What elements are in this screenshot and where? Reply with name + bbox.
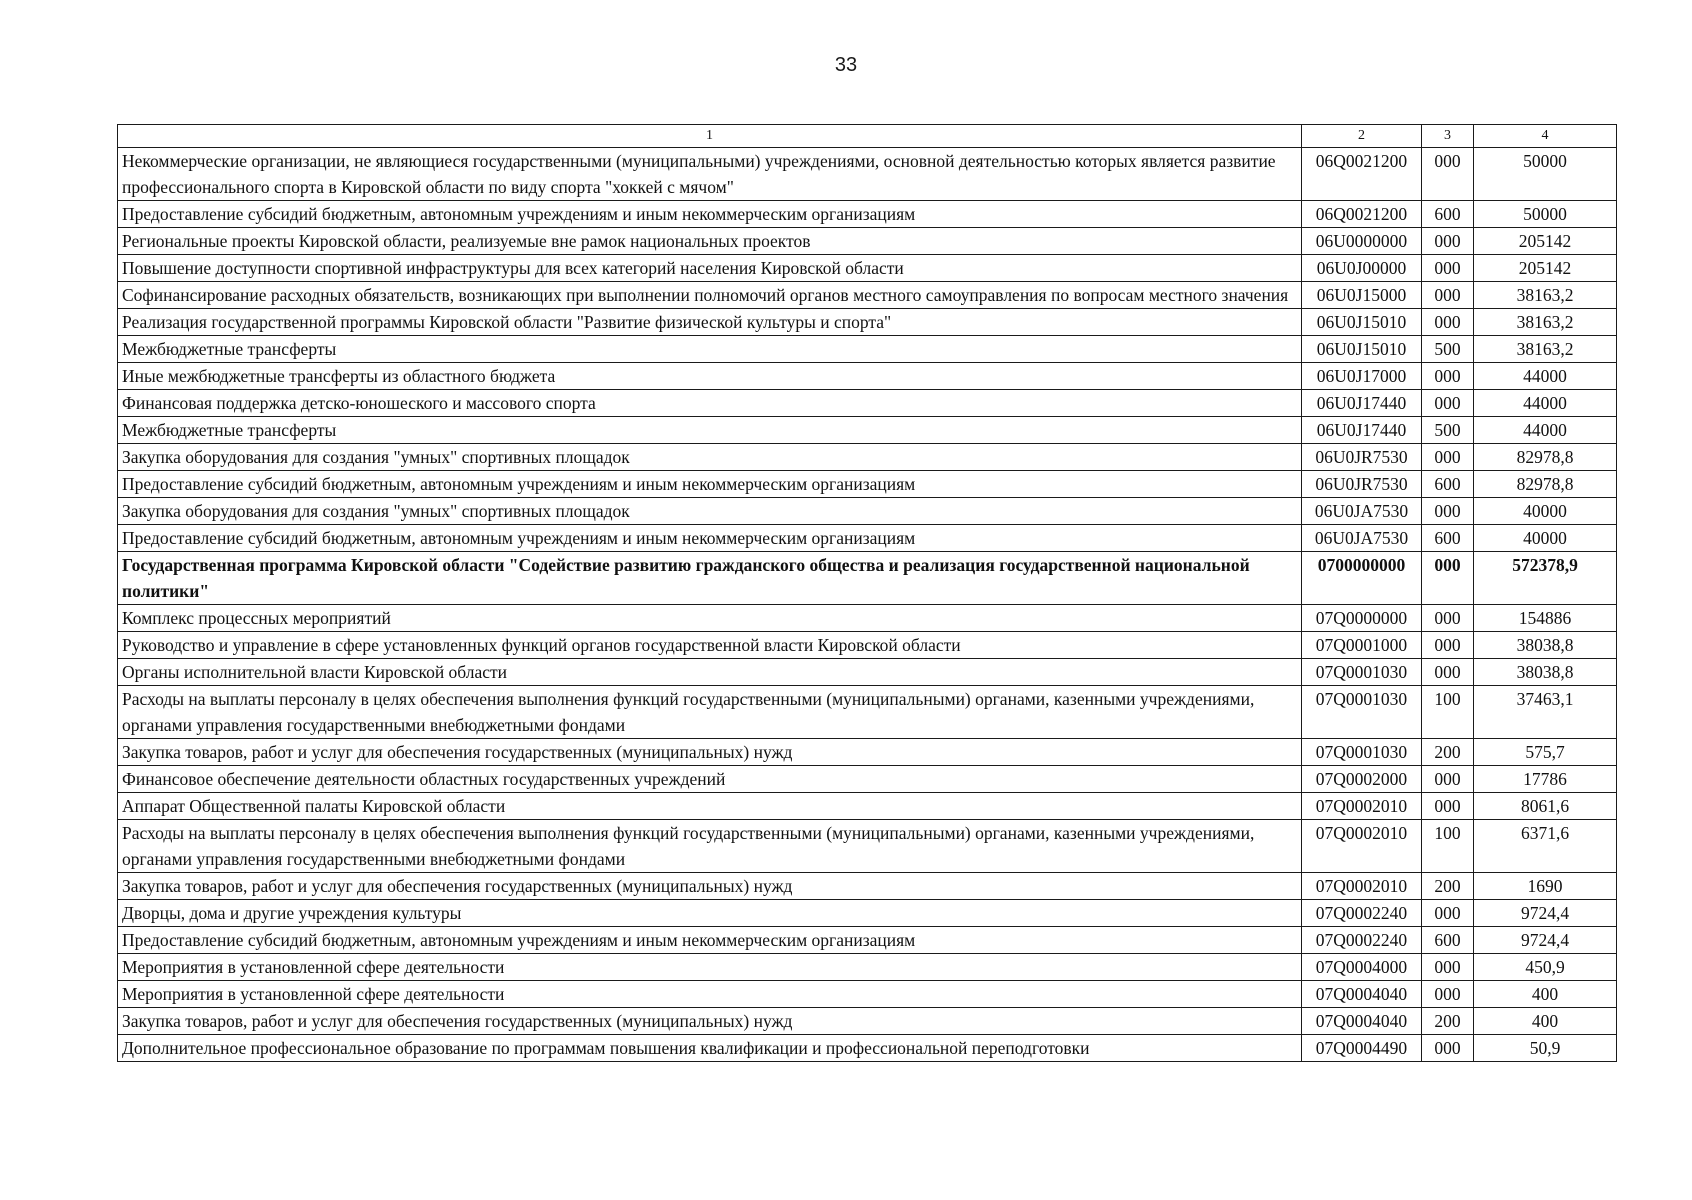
row-code-cell: 06U0J15000 bbox=[1302, 282, 1422, 309]
row-code-cell: 07Q0000000 bbox=[1302, 605, 1422, 632]
table-row bbox=[118, 793, 1617, 820]
row-expense-type-cell: 000 bbox=[1422, 659, 1474, 686]
row-amount-cell: 6371,6 bbox=[1474, 820, 1617, 873]
header-col-4: 4 bbox=[1474, 125, 1617, 148]
row-expense-type-cell: 000 bbox=[1422, 309, 1474, 336]
row-code-cell: 06U0JR7530 bbox=[1302, 444, 1422, 471]
table-row bbox=[118, 336, 1617, 363]
row-code-cell: 07Q0004040 bbox=[1302, 981, 1422, 1008]
table-row bbox=[118, 282, 1617, 309]
row-name-cell: Закупка товаров, работ и услуг для обеспечения государственных (муниципальных) нужд bbox=[118, 873, 1302, 900]
row-amount-cell: 205142 bbox=[1474, 228, 1617, 255]
row-expense-type-cell: 000 bbox=[1422, 605, 1474, 632]
row-expense-type-cell: 600 bbox=[1422, 201, 1474, 228]
row-amount-cell: 400 bbox=[1474, 1008, 1617, 1035]
row-code-cell: 07Q0002010 bbox=[1302, 793, 1422, 820]
row-amount-cell: 17786 bbox=[1474, 766, 1617, 793]
row-amount-cell: 38038,8 bbox=[1474, 632, 1617, 659]
row-name-cell: Дополнительное профессиональное образование по программам повышения квалификации и профессиональной переподготовки bbox=[118, 1035, 1302, 1062]
row-code-cell: 07Q0002240 bbox=[1302, 900, 1422, 927]
row-name-cell: Финансовое обеспечение деятельности областных государственных учреждений bbox=[118, 766, 1302, 793]
row-amount-cell: 575,7 bbox=[1474, 739, 1617, 766]
row-code-cell: 06U0JR7530 bbox=[1302, 471, 1422, 498]
row-amount-cell: 44000 bbox=[1474, 390, 1617, 417]
table-row bbox=[118, 605, 1617, 632]
row-amount-cell: 38163,2 bbox=[1474, 282, 1617, 309]
header-col-1: 1 bbox=[118, 125, 1302, 148]
table-row bbox=[118, 766, 1617, 793]
row-expense-type-cell: 000 bbox=[1422, 1035, 1474, 1062]
row-name-cell: Комплекс процессных мероприятий bbox=[118, 605, 1302, 632]
row-code-cell: 07Q0002240 bbox=[1302, 927, 1422, 954]
row-name-cell: Повышение доступности спортивной инфраструктуры для всех категорий населения Кировской области bbox=[118, 255, 1302, 282]
row-amount-cell: 450,9 bbox=[1474, 954, 1617, 981]
table-row bbox=[118, 927, 1617, 954]
row-name-cell: Руководство и управление в сфере установленных функций органов государственной власти Кировской области bbox=[118, 632, 1302, 659]
table-row bbox=[118, 873, 1617, 900]
row-code-cell: 07Q0001030 bbox=[1302, 739, 1422, 766]
row-expense-type-cell: 500 bbox=[1422, 336, 1474, 363]
row-name-cell: Предоставление субсидий бюджетным, автономным учреждениям и иным некоммерческим организациям bbox=[118, 201, 1302, 228]
row-amount-cell: 44000 bbox=[1474, 417, 1617, 444]
row-name-cell: Мероприятия в установленной сфере деятельности bbox=[118, 981, 1302, 1008]
table-row bbox=[118, 363, 1617, 390]
table-row bbox=[118, 228, 1617, 255]
table-row bbox=[118, 255, 1617, 282]
row-expense-type-cell: 100 bbox=[1422, 686, 1474, 739]
row-expense-type-cell: 000 bbox=[1422, 900, 1474, 927]
row-amount-cell: 9724,4 bbox=[1474, 927, 1617, 954]
row-expense-type-cell: 500 bbox=[1422, 417, 1474, 444]
table-row bbox=[118, 981, 1617, 1008]
row-name-cell: Органы исполнительной власти Кировской области bbox=[118, 659, 1302, 686]
row-amount-cell: 572378,9 bbox=[1474, 552, 1617, 605]
table-row bbox=[118, 739, 1617, 766]
row-name-cell: Дворцы, дома и другие учреждения культуры bbox=[118, 900, 1302, 927]
row-expense-type-cell: 000 bbox=[1422, 954, 1474, 981]
row-amount-cell: 8061,6 bbox=[1474, 793, 1617, 820]
row-code-cell: 06Q0021200 bbox=[1302, 148, 1422, 201]
row-name-cell: Некоммерческие организации, не являющиеся государственными (муниципальными) учреждениями, основной деятельностью которых является развитие профессионального спорта в Кировской области по виду спорта "хоккей с мячом" bbox=[118, 148, 1302, 201]
row-name-cell: Иные межбюджетные трансферты из областного бюджета bbox=[118, 363, 1302, 390]
row-expense-type-cell: 200 bbox=[1422, 1008, 1474, 1035]
table-row bbox=[118, 1035, 1617, 1062]
row-code-cell: 06U0J15010 bbox=[1302, 309, 1422, 336]
row-name-cell: Предоставление субсидий бюджетным, автономным учреждениям и иным некоммерческим организациям bbox=[118, 471, 1302, 498]
row-expense-type-cell: 100 bbox=[1422, 820, 1474, 873]
row-expense-type-cell: 600 bbox=[1422, 471, 1474, 498]
row-amount-cell: 50000 bbox=[1474, 148, 1617, 201]
row-amount-cell: 38163,2 bbox=[1474, 336, 1617, 363]
table-row bbox=[118, 148, 1617, 201]
row-amount-cell: 40000 bbox=[1474, 525, 1617, 552]
table-row bbox=[118, 820, 1617, 873]
table-row bbox=[118, 1008, 1617, 1035]
table-row bbox=[118, 632, 1617, 659]
table-row bbox=[118, 390, 1617, 417]
row-name-cell: Региональные проекты Кировской области, реализуемые вне рамок национальных проектов bbox=[118, 228, 1302, 255]
row-code-cell: 06U0JA7530 bbox=[1302, 498, 1422, 525]
table-row bbox=[118, 659, 1617, 686]
table-row bbox=[118, 552, 1617, 605]
row-expense-type-cell: 000 bbox=[1422, 148, 1474, 201]
row-expense-type-cell: 000 bbox=[1422, 981, 1474, 1008]
row-expense-type-cell: 000 bbox=[1422, 255, 1474, 282]
row-amount-cell: 40000 bbox=[1474, 498, 1617, 525]
row-code-cell: 07Q0004040 bbox=[1302, 1008, 1422, 1035]
row-amount-cell: 50000 bbox=[1474, 201, 1617, 228]
row-name-cell: Межбюджетные трансферты bbox=[118, 336, 1302, 363]
row-code-cell: 07Q0004000 bbox=[1302, 954, 1422, 981]
table-row bbox=[118, 471, 1617, 498]
row-code-cell: 07Q0002000 bbox=[1302, 766, 1422, 793]
row-amount-cell: 154886 bbox=[1474, 605, 1617, 632]
table-row bbox=[118, 954, 1617, 981]
row-code-cell: 06U0J17440 bbox=[1302, 390, 1422, 417]
row-code-cell: 07Q0001000 bbox=[1302, 632, 1422, 659]
row-name-cell: Закупка товаров, работ и услуг для обеспечения государственных (муниципальных) нужд bbox=[118, 739, 1302, 766]
row-code-cell: 06U0J15010 bbox=[1302, 336, 1422, 363]
row-name-cell: Расходы на выплаты персоналу в целях обеспечения выполнения функций государственными (муниципальными) органами, казенными учреждениями, органами управления государственными внебюджетными фондами bbox=[118, 820, 1302, 873]
row-code-cell: 06U0J17440 bbox=[1302, 417, 1422, 444]
row-code-cell: 06U0000000 bbox=[1302, 228, 1422, 255]
row-expense-type-cell: 000 bbox=[1422, 552, 1474, 605]
header-col-2: 2 bbox=[1302, 125, 1422, 148]
row-expense-type-cell: 000 bbox=[1422, 444, 1474, 471]
row-amount-cell: 38163,2 bbox=[1474, 309, 1617, 336]
row-expense-type-cell: 200 bbox=[1422, 873, 1474, 900]
row-amount-cell: 82978,8 bbox=[1474, 471, 1617, 498]
table-body bbox=[118, 148, 1617, 1062]
row-amount-cell: 82978,8 bbox=[1474, 444, 1617, 471]
row-amount-cell: 44000 bbox=[1474, 363, 1617, 390]
table-row bbox=[118, 201, 1617, 228]
row-code-cell: 07Q0001030 bbox=[1302, 686, 1422, 739]
row-name-cell: Предоставление субсидий бюджетным, автономным учреждениям и иным некоммерческим организациям bbox=[118, 525, 1302, 552]
row-code-cell: 07Q0004490 bbox=[1302, 1035, 1422, 1062]
row-code-cell: 07Q0001030 bbox=[1302, 659, 1422, 686]
row-name-cell: Закупка товаров, работ и услуг для обеспечения государственных (муниципальных) нужд bbox=[118, 1008, 1302, 1035]
row-name-cell: Реализация государственной программы Кировской области "Развитие физической культуры и спорта" bbox=[118, 309, 1302, 336]
row-code-cell: 06U0J00000 bbox=[1302, 255, 1422, 282]
table-row bbox=[118, 686, 1617, 739]
row-expense-type-cell: 000 bbox=[1422, 363, 1474, 390]
row-name-cell: Предоставление субсидий бюджетным, автономным учреждениям и иным некоммерческим организациям bbox=[118, 927, 1302, 954]
row-expense-type-cell: 000 bbox=[1422, 228, 1474, 255]
row-code-cell: 06Q0021200 bbox=[1302, 201, 1422, 228]
row-expense-type-cell: 000 bbox=[1422, 390, 1474, 417]
row-name-cell: Государственная программа Кировской области "Содействие развитию гражданского общества и реализация государственной национальной политики" bbox=[118, 552, 1302, 605]
row-expense-type-cell: 000 bbox=[1422, 282, 1474, 309]
row-name-cell: Софинансирование расходных обязательств, возникающих при выполнении полномочий органов местного самоуправления по вопросам местного значения bbox=[118, 282, 1302, 309]
row-expense-type-cell: 200 bbox=[1422, 739, 1474, 766]
row-amount-cell: 1690 bbox=[1474, 873, 1617, 900]
table-row bbox=[118, 444, 1617, 471]
row-expense-type-cell: 000 bbox=[1422, 793, 1474, 820]
row-expense-type-cell: 000 bbox=[1422, 766, 1474, 793]
table-row bbox=[118, 525, 1617, 552]
table-row bbox=[118, 498, 1617, 525]
row-expense-type-cell: 600 bbox=[1422, 927, 1474, 954]
page-number: 33 bbox=[834, 54, 858, 76]
row-code-cell: 06U0J17000 bbox=[1302, 363, 1422, 390]
row-name-cell: Мероприятия в установленной сфере деятельности bbox=[118, 954, 1302, 981]
row-code-cell: 07Q0002010 bbox=[1302, 873, 1422, 900]
row-expense-type-cell: 000 bbox=[1422, 632, 1474, 659]
table-row bbox=[118, 417, 1617, 444]
row-amount-cell: 50,9 bbox=[1474, 1035, 1617, 1062]
header-row bbox=[118, 125, 1617, 148]
table-row bbox=[118, 900, 1617, 927]
row-expense-type-cell: 000 bbox=[1422, 498, 1474, 525]
row-expense-type-cell: 600 bbox=[1422, 525, 1474, 552]
row-code-cell: 0700000000 bbox=[1302, 552, 1422, 605]
row-amount-cell: 9724,4 bbox=[1474, 900, 1617, 927]
row-name-cell: Закупка оборудования для создания "умных" спортивных площадок bbox=[118, 498, 1302, 525]
row-name-cell: Закупка оборудования для создания "умных" спортивных площадок bbox=[118, 444, 1302, 471]
row-amount-cell: 38038,8 bbox=[1474, 659, 1617, 686]
row-amount-cell: 400 bbox=[1474, 981, 1617, 1008]
row-code-cell: 06U0JA7530 bbox=[1302, 525, 1422, 552]
row-amount-cell: 37463,1 bbox=[1474, 686, 1617, 739]
budget-table bbox=[117, 124, 1617, 1062]
row-name-cell: Аппарат Общественной палаты Кировской области bbox=[118, 793, 1302, 820]
header-col-3: 3 bbox=[1422, 125, 1474, 148]
row-amount-cell: 205142 bbox=[1474, 255, 1617, 282]
row-name-cell: Финансовая поддержка детско-юношеского и массового спорта bbox=[118, 390, 1302, 417]
table-row bbox=[118, 309, 1617, 336]
row-name-cell: Межбюджетные трансферты bbox=[118, 417, 1302, 444]
row-code-cell: 07Q0002010 bbox=[1302, 820, 1422, 873]
row-name-cell: Расходы на выплаты персоналу в целях обеспечения выполнения функций государственными (муниципальными) органами, казенными учреждениями, органами управления государственными внебюджетными фондами bbox=[118, 686, 1302, 739]
